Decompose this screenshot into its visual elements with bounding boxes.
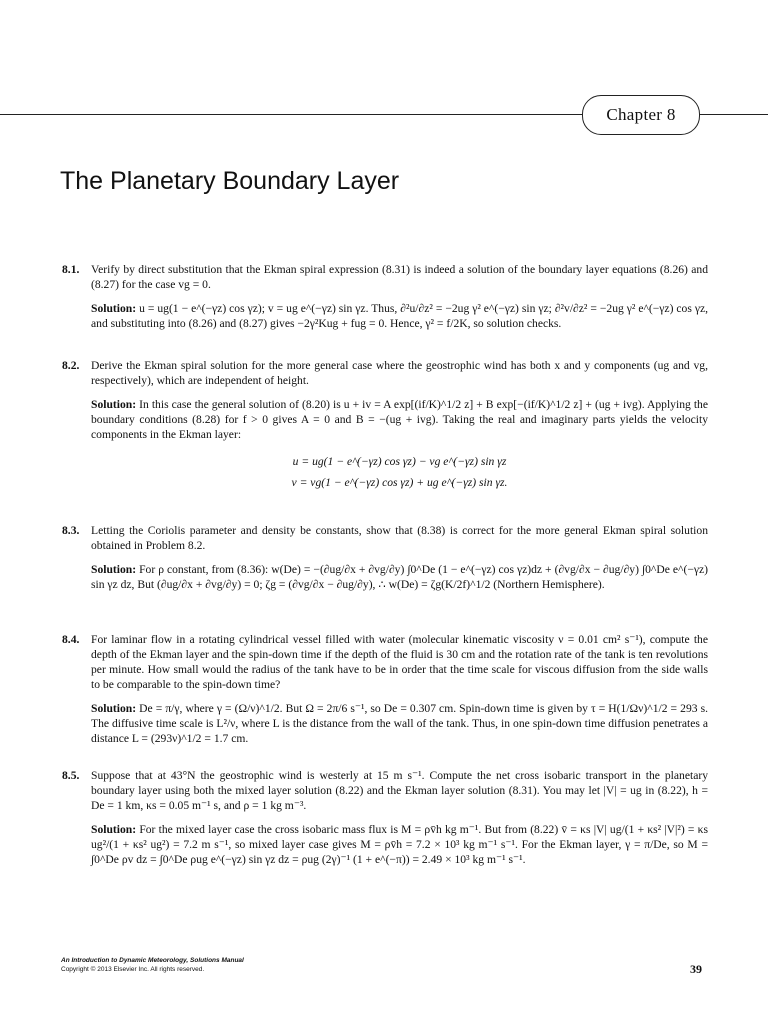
problem-solution (91, 701, 708, 746)
solution-label: Solution: (91, 398, 137, 411)
problem-solution (91, 822, 708, 867)
solution-text: In this case the general solution of (8.20) is u + iv = A exp[(if/K)^1/2 z] + B exp[−(if/K)^1/2 z] + (ug + ivg). Applying the boundary conditions (8.28) for f > 0 gives A = 0 and B = −(ug + ivg). Taking the real and imaginary parts yields the velocity components in the Ekman layer: (91, 398, 708, 441)
solution-label: Solution: (91, 702, 137, 715)
page-number: 39 (690, 962, 702, 976)
problem-solution (91, 301, 708, 331)
problem-solution (91, 397, 708, 490)
problem-number: 8.4. (62, 633, 80, 646)
chapter-label: Chapter 8 (582, 95, 700, 135)
footer-copyright: Copyright © 2013 Elsevier Inc. All rights reserved. (61, 966, 205, 973)
problem-8-4 (62, 632, 708, 746)
solution-text: De = π/γ, where γ = (Ω/ν)^1/2. But Ω = 2π/6 s⁻¹, so De = 0.307 cm. Spin-down time is given by τ = H(1/Ων)^1/2 = 293 s. The diffusive time scale is L²/ν, where L is the distance from the wall of the tank. Thus, in one spin-down time diffusion penetrates a distance L = (293ν)^1/2 = 1.7 cm. (91, 702, 708, 745)
solution-label: Solution: (91, 823, 137, 836)
equation-u: u = ug(1 − e^(−γz) cos γz) − vg e^(−γz) sin γz (292, 455, 507, 468)
problem-number: 8.1. (62, 263, 80, 276)
problem-8-1 (62, 262, 708, 331)
footer (61, 956, 244, 974)
problem-question: Verify by direct substitution that the Ekman spiral expression (8.31) is indeed a solution of the boundary layer equations (8.26) and (8.27) for the case vg = 0. (91, 263, 708, 291)
footer-book-title: An Introduction to Dynamic Meteorology, Solutions Manual (61, 957, 244, 964)
problem-question: Suppose that at 43°N the geostrophic wind is westerly at 15 m s⁻¹. Compute the net cross isobaric transport in the planetary boundary layer using both the mixed layer solution (8.22) and the Ekman layer solution (8.31). You may let |V| = ug in (8.22), h = De = 1 km, κs = 0.05 m⁻¹ s, and ρ = 1 kg m⁻³. (91, 769, 708, 812)
problem-8-2 (62, 358, 708, 490)
problem-question: Derive the Ekman spiral solution for the more general case where the geostrophic wind has both x and y components (ug and vg, respectively), which are independent of height. (91, 359, 708, 387)
equation-v: v = vg(1 − e^(−γz) cos γz) + ug e^(−γz) sin γz. (291, 476, 508, 489)
problem-question: For laminar flow in a rotating cylindrical vessel filled with water (molecular kinematic viscosity ν = 0.01 cm² s⁻¹), compute the depth of the Ekman layer and the spin-down time if the depth of the fluid is 30 cm and the rotation rate of the tank is ten revolutions per minute. How small would the radius of the tank have to be in order that the time scale for viscous diffusion from the side walls to be comparable to the spin-down time? (91, 633, 708, 691)
problem-number: 8.3. (62, 524, 80, 537)
solution-text: For ρ constant, from (8.36): w(De) = −(∂ug/∂x + ∂vg/∂y) ∫0^De (1 − e^(−γz) cos γz)dz + (∂vg/∂x − ∂ug/∂y) ∫0^De e^(−γz) sin γz dz, But (∂ug/∂x + ∂vg/∂y) = 0; ζg = (∂vg/∂x − ∂ug/∂y), ∴ w(De) = ζg(K/2f)^1/2 (Northern Hemisphere). (91, 563, 708, 591)
chapter-title: The Planetary Boundary Layer (60, 167, 400, 195)
solution-text: For the mixed layer case the cross isobaric mass flux is M = ρv̄h kg m⁻¹. But from (8.22) v̄ = κs |V| ug/(1 + κs² |V|²) = κs ug²/(1 + κs² ug²) = 7.2 m s⁻¹, so mixed layer case gives M = ρv̄h = 7.2 × 10³ kg m⁻¹ s⁻¹. For the Ekman layer, γ = π/De, so M = ∫0^De ρv dz = ∫0^De ρug e^(−γz) sin γz dz = ρug (2γ)⁻¹ (1 + e^(−π)) = 2.49 × 10³ kg m⁻¹ s⁻¹. (91, 823, 708, 866)
solution-label: Solution: (91, 563, 137, 576)
problem-question: Letting the Coriolis parameter and density be constants, show that (8.38) is correct for the more general Ekman spiral solution obtained in Problem 8.2. (91, 524, 708, 552)
problem-number: 8.2. (62, 359, 80, 372)
problem-solution (91, 562, 708, 592)
problem-8-5 (62, 768, 708, 867)
solution-text: u = ug(1 − e^(−γz) cos γz); v = ug e^(−γz) sin γz. Thus, ∂²u/∂z² = −2ug γ² e^(−γz) sin γz; ∂²v/∂z² = −2ug γ² e^(−γz) cos γz, and substituting into (8.26) and (8.27) gives −2γ²Kug + fug = 0. Hence, γ² = f/2K, so solution checks. (91, 302, 708, 330)
problem-number: 8.5. (62, 769, 80, 782)
problem-8-3 (62, 523, 708, 592)
solution-label: Solution: (91, 302, 137, 315)
